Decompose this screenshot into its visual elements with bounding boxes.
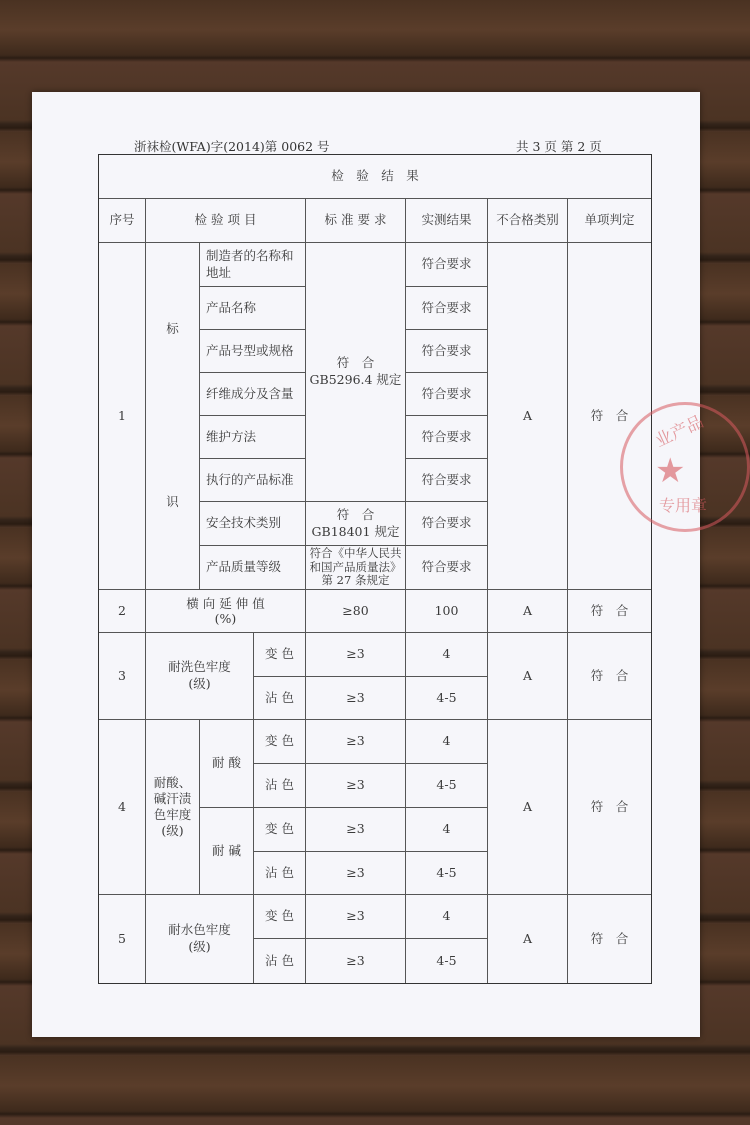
row5-result-2: 4-5 [406,939,488,983]
row3-sub-fade: 变 色 [254,633,306,677]
row3-result-1: 4 [406,633,488,677]
row1-result-7: 符合要求 [406,502,488,546]
row4-alkali: 耐 碱 [200,808,254,895]
table-title: 检 验 结 果 [99,155,651,199]
col-category-header: 不合格类别 [488,199,568,243]
row2-result: 100 [406,590,488,633]
row5-no: 5 [99,895,146,983]
row1-item-3: 产品号型或规格 [200,330,306,373]
row5-sub-stain: 沾 色 [254,939,306,983]
row4-std-1: ≥3 [306,720,406,764]
row1-std-gb18401: 符 合 GB18401 规定 [306,502,406,546]
report-number: 浙袜检(WFA)字(2014)第 0062 号 [134,139,330,154]
col-std-header: 标 准 要 求 [306,199,406,243]
row2-std: ≥80 [306,590,406,633]
row3-verdict: 符 合 [568,633,651,720]
row4-result-2: 4-5 [406,764,488,808]
row1-item-8: 产品质量等级 [200,546,306,590]
row4-std-2: ≥3 [306,764,406,808]
row3-sub-stain: 沾 色 [254,677,306,720]
row4-result-3: 4 [406,808,488,852]
row1-item-4: 纤维成分及含量 [200,373,306,416]
row1-std-gb5296: 符 合 GB5296.4 规定 [306,243,406,502]
row4-std-4: ≥3 [306,852,406,895]
row4-result-4: 4-5 [406,852,488,895]
row1-group-b: 识 [166,494,179,510]
row1-result-6: 符合要求 [406,459,488,502]
row5-sub-fade: 变 色 [254,895,306,939]
row4-result-1: 4 [406,720,488,764]
row1-result-4: 符合要求 [406,373,488,416]
col-verdict-header: 单项判定 [568,199,651,243]
star-icon: ★ [655,451,686,491]
row5-verdict: 符 合 [590,930,629,946]
row1-result-3: 符合要求 [406,330,488,373]
row1-result-5: 符合要求 [406,416,488,459]
row1-result-1: 符合要求 [406,243,488,287]
row2-category: A [488,590,568,633]
row1-result-2: 符合要求 [406,287,488,330]
row5-category: A [488,895,568,983]
row4-no: 4 [99,720,146,895]
row2-verdict: 符 合 [568,590,651,633]
row1-item-5: 维护方法 [200,416,306,459]
row1-verdict: 符 合 [568,243,651,590]
row3-std-2: ≥3 [306,677,406,720]
row4-acid: 耐 酸 [200,720,254,808]
page-count: 共 3 页 第 2 页 [516,139,602,154]
row5-result-1: 4 [406,895,488,939]
row2-item: 横 向 延 伸 值 (%) [146,590,306,633]
stamp-text-top: 业产品 [652,411,707,452]
row4-alkali-fade: 变 色 [254,808,306,852]
stamp-text-bottom: 专用章 [659,496,708,515]
row3-item: 耐洗色牢度 (级) [146,633,254,720]
row4-acid-stain: 沾 色 [254,764,306,808]
row4-std-3: ≥3 [306,808,406,852]
row1-no: 1 [99,243,146,590]
row1-item-6: 执行的产品标准 [200,459,306,502]
row3-result-2: 4-5 [406,677,488,720]
row4-item: 耐酸、 碱汗渍 色牢度 (级) [146,720,200,895]
row4-category: A [488,720,568,895]
row1-group-a: 标 [166,321,179,337]
row5-std-1: ≥3 [306,895,406,939]
row1-result-8: 符合要求 [406,546,488,590]
row4-verdict: 符 合 [568,720,651,895]
row3-category: A [488,633,568,720]
row1-std-quality-law: 符合《中华人民共和国产品质量法》第 27 条规定 [306,546,406,590]
col-no-header: 序号 [99,199,146,243]
red-seal-stamp [620,402,750,532]
row5-item: 耐水色牢度 (级) [146,895,254,983]
row1-item-1: 制造者的名称和地址 [200,243,306,287]
row3-no: 3 [99,633,146,720]
results-table [98,154,652,984]
row1-item-7: 安全技术类别 [200,502,306,546]
row1-group [146,243,200,590]
row4-acid-fade: 变 色 [254,720,306,764]
row5-std-2: ≥3 [306,939,406,983]
col-result-header: 实测结果 [406,199,488,243]
report-page [32,92,700,1037]
row3-std-1: ≥3 [306,633,406,677]
col-item-header: 检 验 项 目 [146,199,306,243]
row4-alkali-stain: 沾 色 [254,852,306,895]
row2-no: 2 [99,590,146,633]
row1-category: A [488,243,568,590]
row1-item-2: 产品名称 [200,287,306,330]
